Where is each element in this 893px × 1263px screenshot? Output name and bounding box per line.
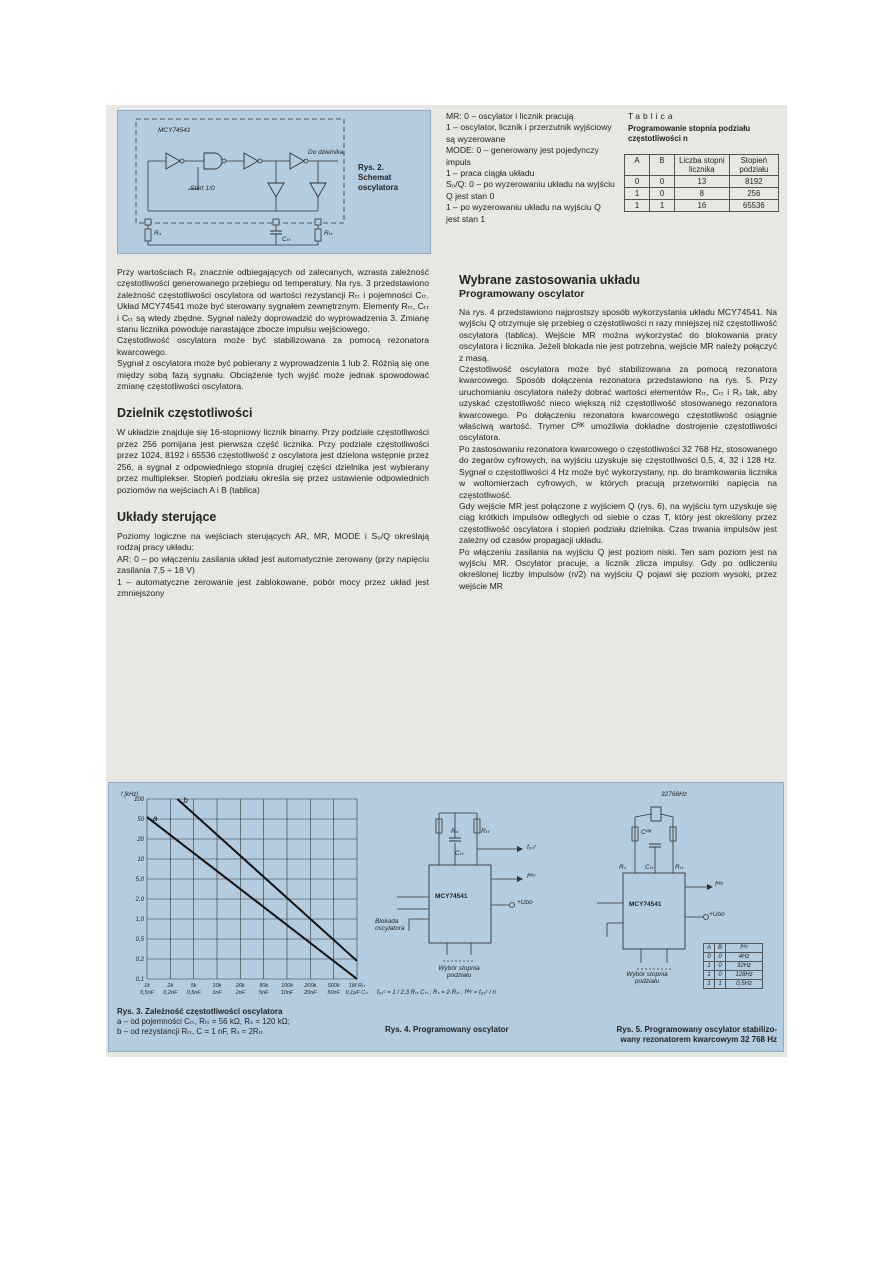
x-tick-label-top: 5k — [190, 983, 197, 989]
rtc-label: Rₜₜ — [324, 230, 333, 237]
fig5-crk: Cᴿᴷ — [641, 829, 652, 836]
table-row: 0 0 13 8192 — [625, 176, 779, 188]
fig4-block: Blokada oscylatora — [375, 918, 405, 932]
fig5-ctc: Cₜₜ — [645, 864, 654, 871]
y-tick-label: 100 — [133, 797, 144, 803]
fig5-fwy: fᵂʸ — [715, 881, 724, 888]
x-tick-label-bottom: 0,5nF — [186, 990, 201, 996]
figure-5-caption: Rys. 5. Programowany oscylator stabilizo- wany rezonatorem kwarcowym 32 768 Hz — [616, 1025, 777, 1044]
x-tick-label-bottom: 5nF — [258, 990, 269, 996]
fig4-chip: MCY74541 — [435, 893, 468, 900]
paragraph: Po zastosowaniu rezonatora kwarcowego o częstotliwości 32 768 Hz, stosowanego do zegarów cyfrowych, na wyjściu uzyskuje się częstotliwości 0,5, 4, 32 i 128 Hz. Sygnał o częstotliwości 4 Hz może być wykorzystany, np. do bramkowania licznika w woltomierzach cyfrowych, w których pracują przetworniki napięcia na częstotliwość. — [459, 443, 777, 500]
fig4-fosc: fₒₛᶜ — [527, 844, 537, 851]
y-tick-label: 0,2 — [135, 957, 144, 963]
section-heading-divider: Dzielnik częstotliwości — [117, 406, 253, 421]
fig5-freq: 32768Hz — [661, 791, 688, 798]
section-heading-applications: Wybrane zastosowania układu — [459, 273, 641, 287]
paragraph: Gdy wejście MR jest połączone z wyjściem Q (rys. 6), na wyjściu tym uzyskuje się ciąg krótkich impulsów odległych od siebie o czas T, który jest określony przez częstotliwość oscylatora i stopień podziału dzielnika. Czas trwania impulsów jest zależny od czasów propagacji układu. — [459, 500, 777, 546]
y-tick-label: 2,0 — [135, 897, 144, 903]
paragraph: Częstotliwość oscylatora może być stabilizowana za pomocą rezonatora kwarcowego. Sposób dołączenia rezonatora przedstawiono na rys. 5. Przy uruchomianiu oscylatora należy dobrać wartości elementów Rₜₜ, Cₜₜ i Rₛ tak, aby uzyskać częstotliwość nieco większą niż częstotliwość stosowanego rezonatora kwarcowego. Po dołączeniu rezonatora kwarcowego częstotliwość osiągnie właściwą wartość. Trymer Cᴿᴷ umożliwia dokładne dostrojenie częstotliwości oscylatora. — [459, 364, 777, 443]
y-tick-label: 0,5 — [135, 937, 144, 943]
x-tick-label-bottom: 0,2nF — [163, 990, 178, 996]
start-label: Start 1/0 — [190, 185, 215, 192]
paragraph: Sygnał z oscylatora może być pobierany z wyprowadzenia 1 lub 2. Różnią się one między sobą fazą sygnału. Obciążenie tych wyjść może jednak spowodować zmianę częstotliwości oscylatora. — [117, 358, 429, 392]
bottom-figures-band — [108, 782, 784, 1052]
table-row: 1 1 16 65536 — [625, 200, 779, 212]
x-tick-label-top: 2k — [167, 983, 174, 989]
fig5-output-table: A B fᵂʸ 0 0 4Hz 1 0 32Hz 1 0 128Hz 1 1 0,5Hz — [703, 943, 763, 989]
fig5-udd: +Uᴅᴅ — [709, 911, 725, 918]
table-row: 1 0 128Hz — [704, 971, 763, 980]
x-tick-label-top: 1k — [144, 983, 150, 989]
table-header: B — [650, 155, 675, 176]
x-tick-label-bottom: 0,5nF — [139, 990, 155, 996]
x-tick-label-top: 200k — [304, 983, 317, 989]
x-tick-label-top: 20k — [235, 983, 245, 989]
table-header: Liczba stopni licznika — [675, 155, 730, 176]
fig5-rs: Rₛ — [619, 864, 627, 871]
series-label-a: a — [153, 814, 158, 824]
x-tick-label-top: 100k — [281, 983, 293, 989]
table-header: Stopień podziału — [729, 155, 778, 176]
subheading-programmable-oscillator: Programowany oscylator — [459, 288, 585, 300]
paragraph: Po włączeniu zasilania na wyjściu Q jest poziom niski. Ten sam poziom jest na wyjściu MR. Oscylator pracuje, a licznik zlicza impulsy. Gdy po odliczeniu określonej liczby impulsów (n/2) na wyjściu Q pojawi się poziom wysoki, przez wejście MR — [459, 546, 777, 591]
fig5-select: Wybór stopnia podziału — [626, 971, 668, 985]
y-tick-label: 20 — [137, 837, 144, 843]
series-line-a — [147, 817, 357, 979]
x-tick-label-bottom: 50nF — [327, 990, 340, 996]
x-tick-label-bottom: 0,1µF Cₜₜ — [345, 990, 369, 996]
table-header: A — [625, 155, 650, 176]
division-table-block — [628, 111, 784, 148]
x-tick-label-top: 1M Rₜₜ — [348, 983, 366, 989]
paragraph: W układzie znajduje się 16-stopniowy licznik binarny. Przy podziale częstotliwości przez 256 pomijana jest pierwsza część licznika. Przy podziale częstotliwości przez 1024, 8192 i 65536 częstotliwość z oscylatora jest dzielona wstępnie przez 256, a sygnał z odpowiedniego stopnia drugiej części dzielnika jest wybierany przez multiplekser. Stopień podziału określa się przez ustawienie odpowiednich poziomów na wejściach A i B (tablica) — [117, 427, 429, 495]
x-tick-label-top: 10k — [212, 983, 222, 989]
series-line-b — [177, 799, 357, 961]
division-table — [624, 154, 779, 212]
table-label: Tablica — [628, 111, 676, 121]
fig4-fwy: fᵂʸ — [527, 873, 536, 880]
fig4-select: Wybór stopnia podziału — [438, 965, 480, 979]
right-column — [459, 273, 777, 592]
paragraph: Przy wartościach Rₛ znacznie odbiegających od zalecanych, wzrasta zależność częstotliwości generowanego przebiegu od temperatury. Na rys. 3 przedstawiono zależność częstotliwości oscylatora od wartości rezystancji Rₜₜ i pojemności Cₜₜ. Układ MCY74541 może być sterowany sygnałem zewnętrznym. Elementy Rₜₜ, Cₜₜ i Cₜₜ są wtedy zbędne. Sygnał należy doprowadzić do wyprowadzenia 3. Zmianę stanu licznika powoduje narastające zbocze impulsu wejściowego. — [117, 267, 429, 335]
y-tick-label: 0,1 — [135, 977, 144, 983]
y-tick-label: 5,0 — [135, 877, 144, 883]
fig5-chip: MCY74541 — [629, 901, 662, 908]
figure-2-caption: Rys. 2. Schemat oscylatora — [358, 163, 399, 192]
x-tick-label-bottom: 1nF — [212, 990, 222, 996]
paragraph: Na rys. 4 przedstawiono najprostszy sposób wykorzystania układu MCY74541. Na wyjściu Q otrzymuje się przebieg o częstotliwości n razy mniejszej niż częstotliwość oscylatora (tablica). Wejście MR można wykorzystać do blokowania pracy oscylatora i licznika. Jeżeli blokada nie jest potrzebna, wejście MR należy połączyć z masą. — [459, 307, 777, 363]
rs-label: Rₛ — [154, 230, 162, 237]
magazine-page — [106, 105, 787, 1057]
paragraph: 1 – automatyczne zerowanie jest zablokowane, pobór mocy przez układ jest zmniejszony — [117, 576, 429, 598]
fig4-ctc: Cₜₜ — [455, 850, 464, 857]
fig4-formula: fₒₛᶜ = 1 / 2,3 Rₜₜ Cₜₜ ; Rₛ = 2·Rₜₜ ; fᵂʸ = fₒₛᶜ / n — [377, 990, 496, 996]
left-column — [117, 267, 429, 599]
table-row: 1 1 0,5Hz — [704, 980, 763, 989]
figure-3-caption: Rys. 3. Zależność częstotliwości oscylatora a – od pojemności Cₜₜ, Rₜₜ = 56 kΩ, Rₛ = 120 kΩ; b – od rezystancji Rₜₜ, C = 1 nF, Rₛ ≈ 2Rₜₜ — [117, 1007, 290, 1036]
series-label-b: b — [183, 796, 188, 805]
x-tick-label-bottom: 2nF — [235, 990, 246, 996]
divider-output-label: Do dzielnika — [308, 149, 344, 156]
table-row: 1 0 8 256 — [625, 188, 779, 200]
section-heading-control: Układy sterujące — [117, 509, 217, 524]
y-tick-label: 1,0 — [135, 917, 144, 923]
figure-4-caption: Rys. 4. Programowany oscylator — [385, 1025, 509, 1034]
x-tick-label-top: 500k — [327, 983, 340, 989]
fig4-rs: Rₛ — [451, 828, 459, 835]
paragraph: Poziomy logiczne na wejściach sterujących AR, MR, MODE i S₀/Q określają rodzaj pracy układu: — [117, 530, 429, 553]
paragraph: AR: 0 – po włączeniu zasilania układ jest automatycznie zerowany (przy napięciu zasilania 7,5 ÷ 18 V) — [117, 553, 429, 576]
table-row: 0 0 4Hz — [704, 953, 763, 962]
ctc-label: Cₜₜ — [282, 236, 291, 243]
paragraph: Częstotliwość oscylatora może być stabilizowana za pomocą rezonatora kwarcowego. — [117, 335, 429, 357]
y-tick-label: 10 — [137, 857, 144, 863]
fig4-rtc: Rₜₜ — [481, 828, 490, 835]
figure-2-oscillator-schematic — [117, 110, 431, 254]
figure-3-chart — [117, 787, 372, 1002]
fig5-rtc: Rₜₜ — [675, 864, 684, 871]
table-title: Programowanie stopnia podziału częstotliwości n — [628, 124, 751, 143]
x-tick-label-top: 50k — [259, 983, 269, 989]
table-row: 1 0 32Hz — [704, 962, 763, 971]
x-tick-label-bottom: 10nF — [280, 990, 294, 996]
chip-label: MCY74541 — [158, 127, 191, 134]
x-tick-label-bottom: 20nF — [304, 990, 317, 996]
fig4-udd: +Uᴅᴅ — [517, 899, 533, 906]
y-axis-label: f [kHz] — [121, 792, 139, 798]
control-states-column: MR: 0 – oscylator i licznik pracują 1 – oscylator, licznik i przerzutnik wyjściowy są wyzerowane MODE: 0 – generowany jest pojedynczy impuls 1 – praca ciągła układu S₀/Q: 0 – po wyzerowaniu układu na wyjściu Q jest stan 0 1 – po wyzerowaniu układu na wyjściu Q jest stan 1 — [446, 111, 615, 224]
y-tick-label: 50 — [137, 817, 144, 823]
